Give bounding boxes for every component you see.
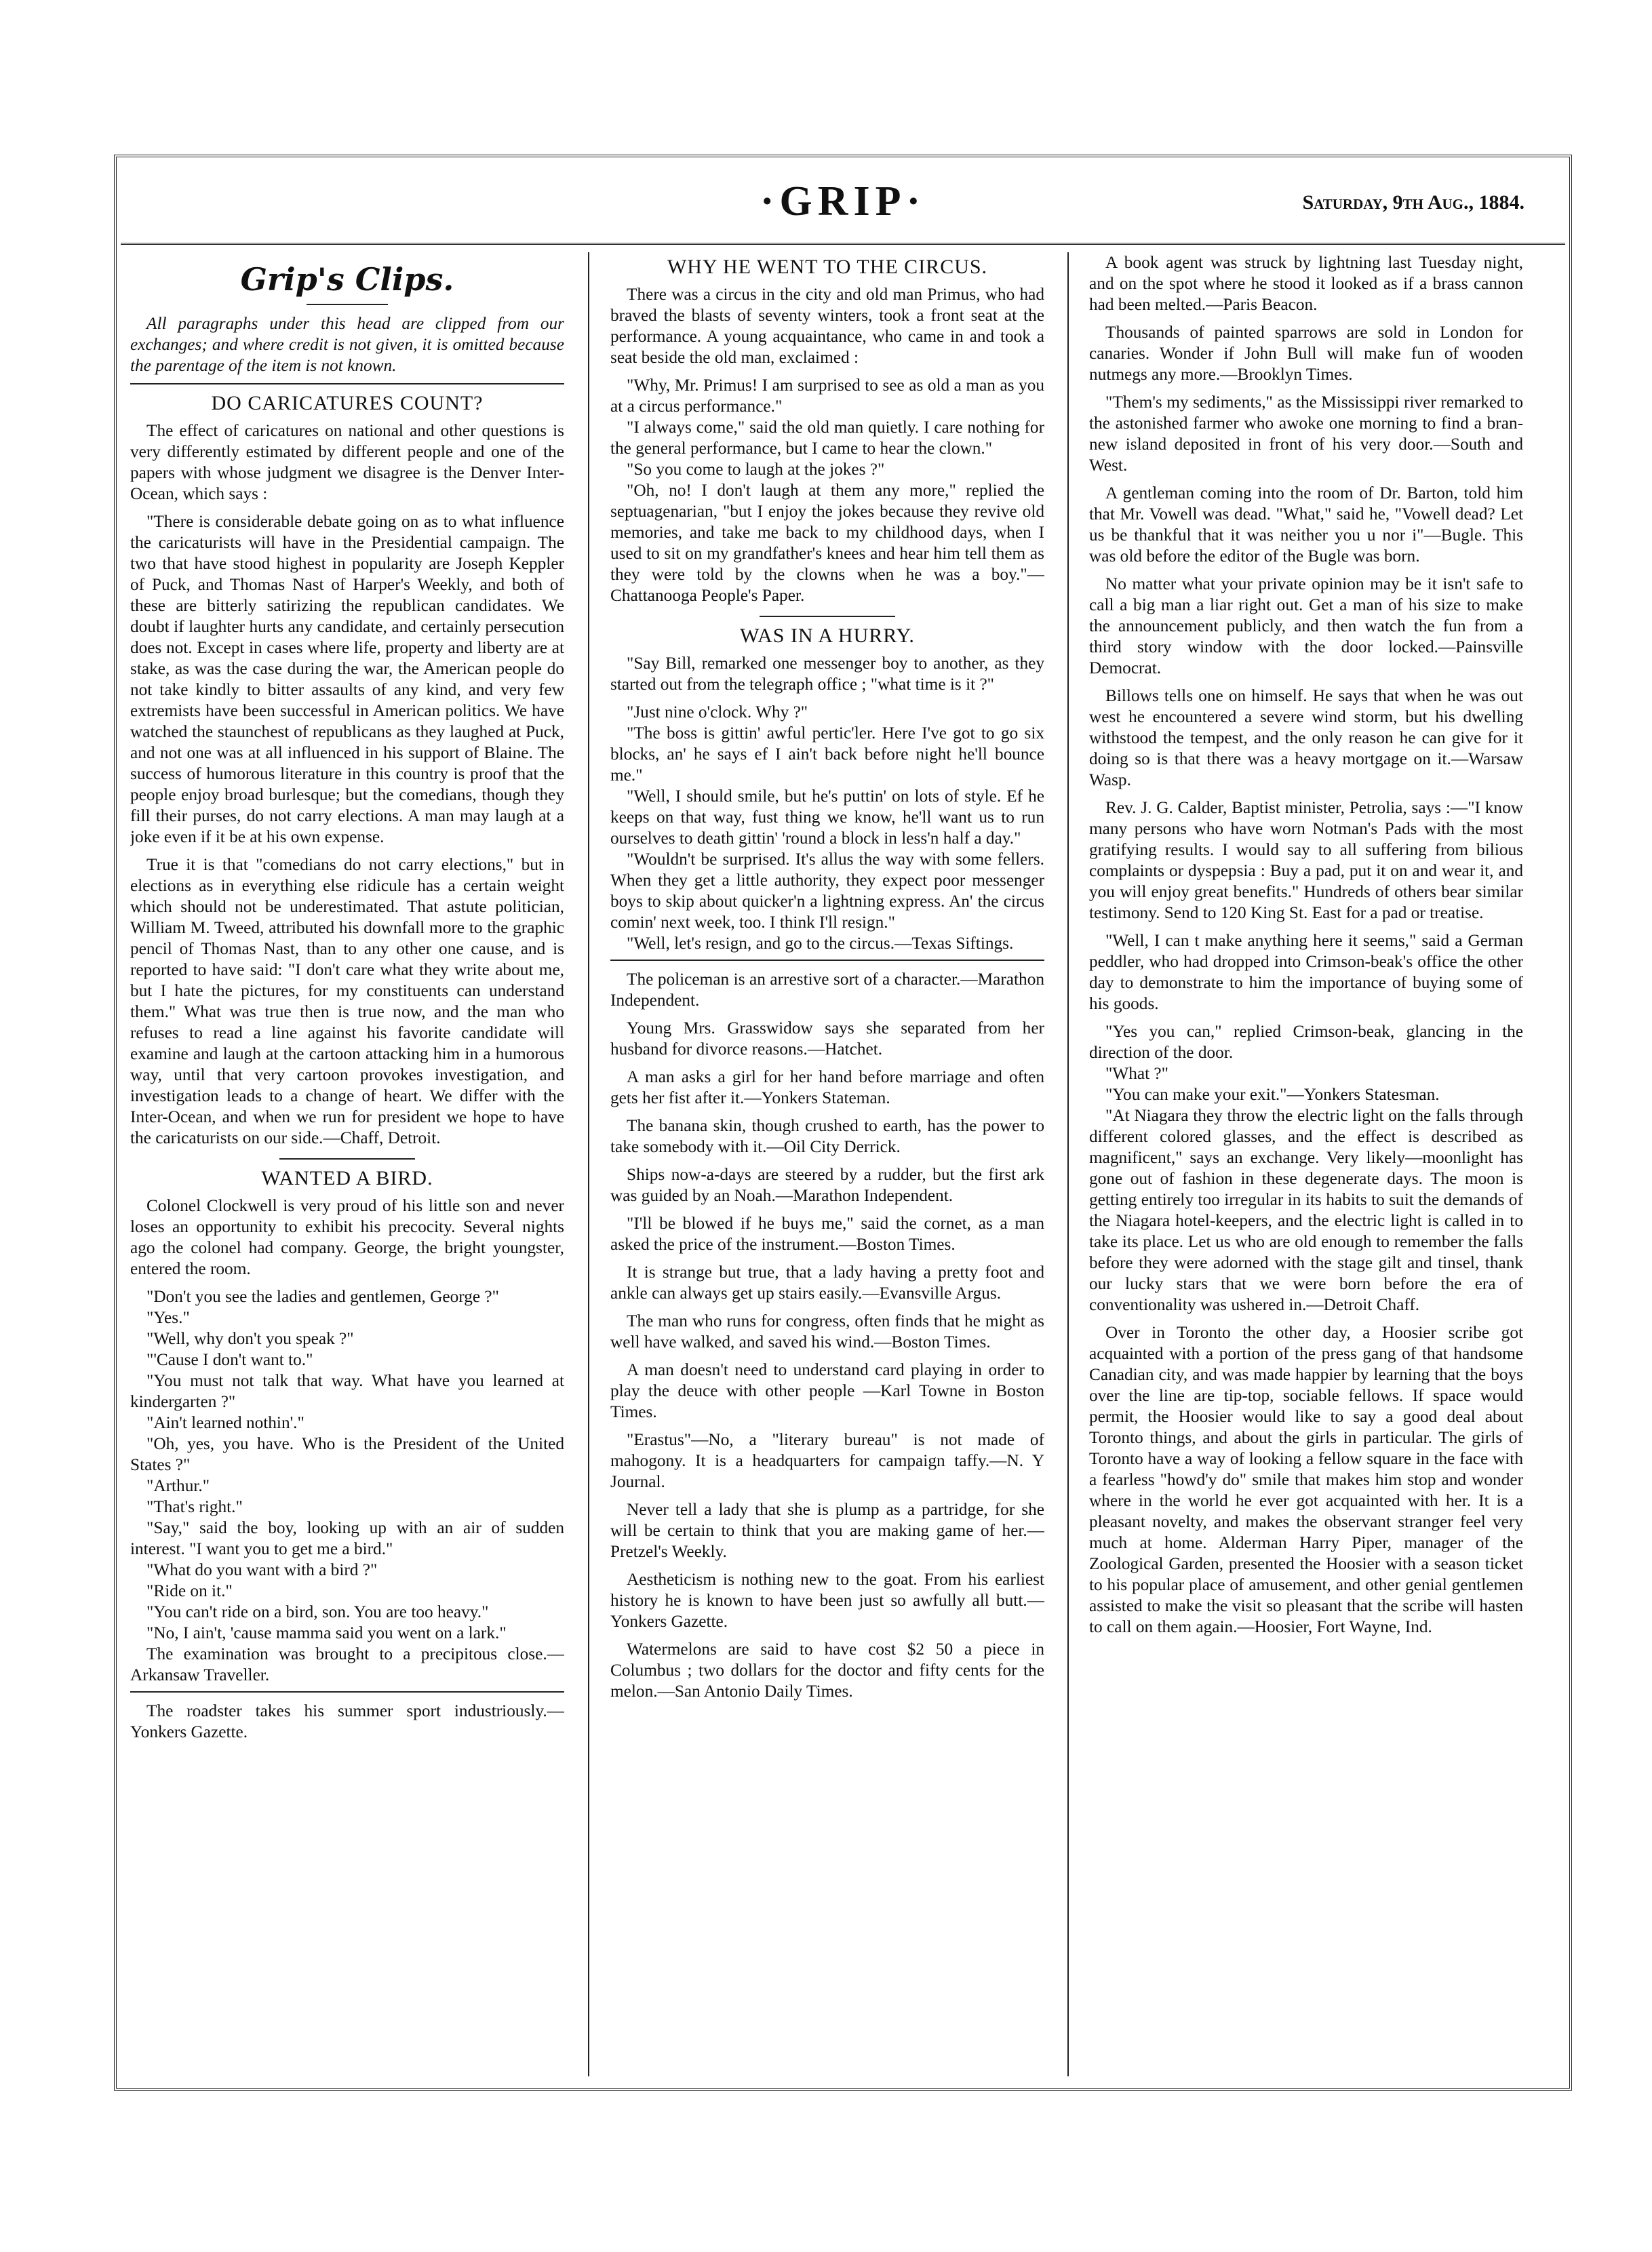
paragraph: "Them's my sediments," as the Mississippi river remarked to the astonished farmer who awoke one morning to find a bran-new island deposited in front of his very door.—South and West.: [1089, 393, 1523, 475]
column-1: [130, 252, 564, 2076]
divider: [760, 616, 895, 617]
paragraph: The policeman is an arrestive sort of a character.—Marathon Independent.: [610, 970, 1044, 1010]
paragraph: Ships now-a-days are steered by a rudder, but the first ark was guided by an Noah.—Marathon Independent.: [610, 1165, 1044, 1205]
divider: [610, 960, 1044, 961]
dialog-line: "'Cause I don't want to.": [146, 1350, 313, 1369]
paragraph: It is strange but true, that a lady having a pretty foot and ankle can always get up stairs easily.—Evansville Argus.: [610, 1263, 1044, 1303]
divider: [279, 1158, 415, 1160]
dialog-line: "What do you want with a bird ?": [146, 1560, 378, 1579]
article-heading: WAS IN A HURRY.: [740, 625, 915, 647]
paragraph: A man doesn't need to understand card playing in order to play the deuce with other people —Karl Towne in Boston Times.: [610, 1360, 1044, 1421]
masthead: [121, 178, 1565, 239]
paragraph: "I'll be blowed if he buys me," said the cornet, as a man asked the price of the instrument.—Boston Times.: [610, 1214, 1044, 1254]
dialog-line: "I always come," said the old man quietly. I care nothing for the general performance, but I came to hear the clown.": [610, 418, 1044, 458]
dialog-line: "You must not talk that way. What have you learned at kindergarten ?": [130, 1371, 564, 1411]
paragraph: The banana skin, though crushed to earth, has the power to take somebody with it.—Oil City Derrick.: [610, 1116, 1044, 1156]
dialog-line: "The boss is gittin' awful pertic'ler. Here I've got to go six blocks, an' he says ef I ain't back before night he'll bounce me.": [610, 724, 1044, 785]
dialog-line: "Oh, yes, you have. Who is the President of the United States ?": [130, 1434, 564, 1474]
section-intro: All paragraphs under this head are clipped from our exchanges; and where credit is not given, it is omitted because the parentage of the item is not known.: [130, 314, 564, 375]
paragraph: The roadster takes his summer sport industriously.—Yonkers Gazette.: [130, 1701, 564, 1741]
dialog-line: "Say," said the boy, looking up with an air of sudden interest. "I want you to get me a bird.": [130, 1518, 564, 1558]
column-3: [1089, 252, 1523, 2076]
paragraph: Aestheticism is nothing new to the goat. From his earliest history he is known to have been just so awfully all butt.—Yonkers Gazette.: [610, 1570, 1044, 1631]
paragraph: "Erastus"—No, a "literary bureau" is not made of mahogony. It is a headquarters for campaign taffy.—N. Y Journal.: [610, 1430, 1044, 1491]
dialog-line: "Oh, no! I don't laugh at them any more," replied the septuagenarian, "but I enjoy the jokes because they revive old memories, and take me back to my childhood days, when I used to sit on my grandfather's knees and hear him tell them as they were told by the clowns when he was a boy."—Chattanooga People's Paper.: [610, 481, 1044, 605]
dialog-line: "You can't ride on a bird, son. You are too heavy.": [146, 1602, 489, 1621]
divider: [307, 304, 388, 305]
divider: [130, 1691, 564, 1693]
paragraph: Colonel Clockwell is very proud of his little son and never loses an opportunity to exhibit his precocity. Several nights ago the colonel had company. George, the bright youngster, entered the room.: [130, 1196, 564, 1278]
paragraph: There was a circus in the city and old man Primus, who had braved the blasts of seventy winters, took a front seat at the performance. A young acquaintance, who came in and took a seat beside the old man, exclaimed :: [610, 285, 1044, 367]
dialog-line: "What ?": [1105, 1064, 1168, 1083]
paragraph: Billows tells one on himself. He says that when he was out west he encountered a severe wind storm, but his dwelling withstood the tempest, and the only reason he can give for it doing so is that there was a heavy mortgage on it.—Warsaw Wasp.: [1089, 686, 1523, 789]
paragraph: A man asks a girl for her hand before marriage and often gets her fist after it.—Yonkers Stateman.: [610, 1067, 1044, 1107]
dialog-line: "Yes.": [146, 1308, 190, 1327]
paragraph: "At Niagara they throw the electric light on the falls through different colored glasses, and the effect is described as magnificent," says an exchange. Very likely—moonlight has gone out of fashion in these degenerate days. The moon is getting entirely too irregular in its habits to suit the demands of the Niagara hotel-keepers, and the electric light is called in to take its place. Let us who are old enough to remember the falls before they were adorned with the stage gilt and tinsel, thank our lucky stars that we were born before the era of conventionality was ushered in.—Detroit Chaff.: [1089, 1106, 1523, 1314]
masthead-title: ·GRIP·: [760, 178, 926, 224]
column-divider: [588, 252, 589, 2076]
dialog-line: The examination was brought to a precipitous close.—Arkansaw Traveller.: [130, 1644, 564, 1684]
article-heading: DO CARICATURES COUNT?: [211, 392, 484, 414]
paragraph: A book agent was struck by lightning last Tuesday night, and on the spot where he stood it looked as if a brass cannon had been melted.—Paris Beacon.: [1089, 253, 1523, 314]
dialog-line: "So you come to laugh at the jokes ?": [627, 460, 885, 479]
dialog-line: "No, I ain't, 'cause mamma said you went on a lark.": [146, 1623, 507, 1642]
dialog-line: "Well, I should smile, but he's puttin' on lots of style. Ef he keeps on that way, fust thing we know, he'll want us to run ourselves to death gittin' 'round a block in less'n half a day.": [610, 787, 1044, 848]
dialog-line: "Well, why don't you speak ?": [146, 1329, 354, 1348]
paragraph: True it is that "comedians do not carry elections," but in elections as in everything else ridicule has a certain weight which should not be underestimated. That astute politician, William M. Tweed, attributed his downfall more to the graphic pencil of Thomas Nast, than to any other one cause, and is reported to have said: "I don't care what they write about me, but I hate the pictures, for my constituents can understand them." What was true then is true now, and the man who refuses to read a line against his favorite candidate will examine and laugh at the cartoon attacking him in a humorous way, until that very cartoon provokes investigation, and investigation leads to a change of heart. We differ with the Inter-Ocean, and when we run for president we hope to have the caricaturists on our side.—Chaff, Detroit.: [130, 855, 564, 1147]
dialog-line: "Just nine o'clock. Why ?": [627, 703, 808, 722]
section-title: Grip's Clips.: [240, 261, 454, 298]
divider: [130, 383, 564, 384]
advertisement-paragraph: Rev. J. G. Calder, Baptist minister, Petrolia, says :—"I know many persons who have worn Notman's Pads with the most gratifying results. I would say to all suffering from bilious complaints or dyspepsia : Buy a pad, put it on and wear it, and you will enjoy great benefits." Hundreds of others bear similar testimony. Send to 120 King St. East for a pad or treatise.: [1089, 798, 1523, 922]
dialog-line: "Ride on it.": [146, 1581, 233, 1600]
dialog-line: "Ain't learned nothin'.": [146, 1413, 304, 1432]
article-heading: WANTED A BIRD.: [261, 1167, 433, 1189]
paragraph: A gentleman coming into the room of Dr. Barton, told him that Mr. Vowell was dead. "What," said he, "Vowell dead? Let us be thankful that it was neither you u nor i"—Bugle. This was old before the editor of the Bugle was born.: [1089, 483, 1523, 566]
paragraph: Young Mrs. Grasswidow says she separated from her husband for divorce reasons.—Hatchet.: [610, 1019, 1044, 1059]
dialog-line: "Why, Mr. Primus! I am surprised to see as old a man as you at a circus performance.": [610, 376, 1044, 416]
masthead-rule: [121, 243, 1565, 245]
paragraph: Watermelons are said to have cost $2 50 a piece in Columbus ; two dollars for the doctor and fifty cents for the melon.—San Antonio Daily Times.: [610, 1640, 1044, 1701]
article-heading: WHY HE WENT TO THE CIRCUS.: [667, 256, 988, 278]
paragraph: No matter what your private opinion may be it isn't safe to call a big man a liar right out. Get a man of his size to make the announcement publicly, and then watch the fun from a third story window with the door locked.—Painsville Democrat.: [1089, 574, 1523, 677]
paragraph: Never tell a lady that she is plump as a partridge, for she will be certain to think that you are making game of her.—Pretzel's Weekly.: [610, 1500, 1044, 1561]
dialog-line: "That's right.": [146, 1497, 243, 1516]
dialog-line: "Arthur.": [146, 1476, 210, 1495]
dialog-line: "Well, let's resign, and go to the circus.—Texas Siftings.: [627, 934, 1014, 953]
paragraph: Thousands of painted sparrows are sold in London for canaries. Wonder if John Bull will make fun of wooden nutmegs any more.—Brooklyn Times.: [1089, 323, 1523, 384]
paragraph: Over in Toronto the other day, a Hoosier scribe got acquainted with a portion of the press gang of that handsome Canadian city, and was made happier by learning that the boys over the line are tip-top, sociable fellows. If space would permit, the Hoosier would like to say a good deal about Toronto things, and about the girls in particular. The girls of Toronto have a way of looking a fellow square in the face with a fearless "howd'y do" smile that makes him stop and wonder where in the world he ever got acquainted with her. It is a pleasant novelty, and makes the observant stranger feel very much at home. Alderman Harry Piper, manager of the Zoological Garden, presented the Hoosier with a season ticket to his popular place of amusement, and other genial gentlemen assisted to make the visit so pleasant that the scribe will hasten to call on them again.—Hoosier, Fort Wayne, Ind.: [1089, 1323, 1523, 1636]
dialog-line: "Wouldn't be surprised. It's allus the way with some fellers. When they get a little authority, they expect poor messenger boys to skip about quicker'n a lightning express. An' the circus comin' next week, too. I think I'll resign.": [610, 850, 1044, 932]
column-2: [610, 252, 1044, 2076]
paragraph: The effect of caricatures on national and other questions is very differently estimated by different people and one of the papers with whose judgment we disagree is the Denver Inter-Ocean, which says :: [130, 421, 564, 503]
paragraph: "Say Bill, remarked one messenger boy to another, as they started out from the telegraph office ; "what time is it ?": [610, 654, 1044, 694]
column-divider: [1067, 252, 1069, 2076]
dialog-line: "You can make your exit."—Yonkers Statesman.: [1105, 1085, 1440, 1104]
paragraph: "Well, I can t make anything here it seems," said a German peddler, who had dropped into Crimson-beak's office the other day to demonstrate to him the importance of buying some of his goods.: [1089, 931, 1523, 1013]
masthead-date: Saturday, 9th Aug., 1884.: [1302, 191, 1525, 214]
paragraph: The man who runs for congress, often finds that he might as well have walked, and saved his wind.—Boston Times.: [610, 1311, 1044, 1351]
dialog-line: "Don't you see the ladies and gentlemen, George ?": [146, 1287, 499, 1306]
paragraph: "There is considerable debate going on as to what influence the caricaturists will have in the Presidential campaign. The two that have stood highest in popularity are Joseph Keppler of Puck, and Thomas Nast of Harper's Weekly, and both of these are bitterly satirizing the republican candidates. We doubt if laughter hurts any candidate, and certainly persecution does not. Except in cases where life, property and liberty are at stake, as was the case during the war, the American people do not take kindly to bitter assaults of any kind, and very few extremists have been successful in American politics. We have watched the staunchest of republicans as they laughed at Puck, and not one was at all influenced in his support of Blaine. The success of humorous literature in this country is proof that the people enjoy broad burlesque; but the comedians, though they fill their purses, do not carry elections. A man may laugh at a joke even if it be at his own expense.: [130, 512, 564, 846]
dialog-line: "Yes you can," replied Crimson-beak, glancing in the direction of the door.: [1089, 1022, 1523, 1062]
